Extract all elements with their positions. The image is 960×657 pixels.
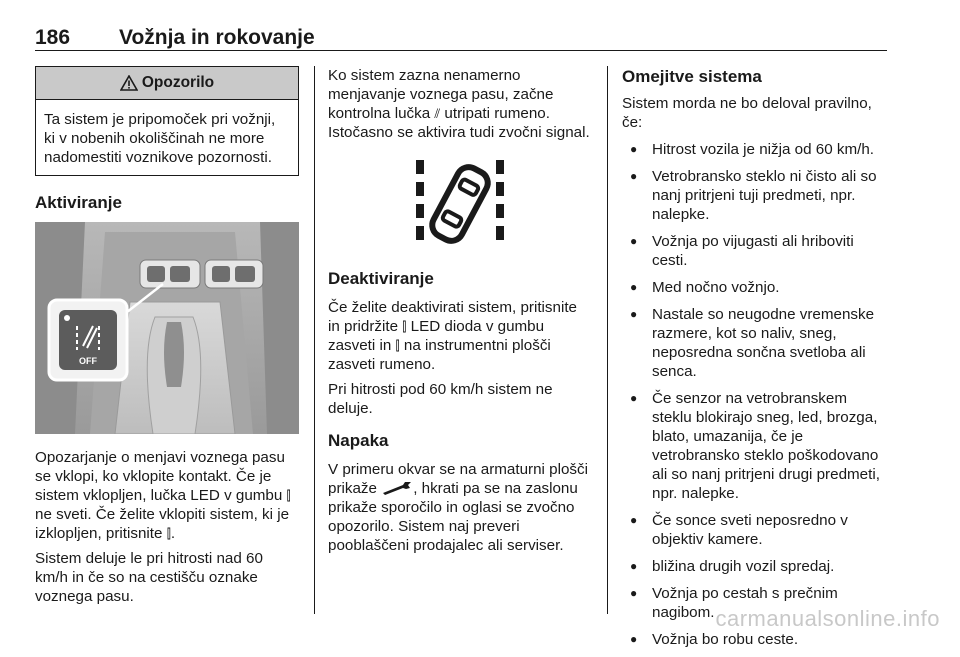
- warning-triangle-icon: [120, 75, 138, 91]
- list-item: ● Hitrost vozila je nižja od 60 km/h.: [622, 140, 888, 159]
- fault-heading: Napaka: [328, 431, 389, 450]
- page-header: [35, 22, 887, 51]
- watermark: carmanualsonline.info: [715, 606, 940, 631]
- deactivation-paragraph-1: [328, 298, 592, 374]
- column-1: [35, 66, 299, 612]
- list-item: ● Vožnja po cestah s prečnim nagibom.: [622, 584, 888, 622]
- list-item: ● bližina drugih vozil spredaj.: [622, 557, 888, 576]
- list-item: ● Vetrobransko steklo ni čisto ali so nanj pritrjeni tuji predmeti, npr. nalepke.: [622, 167, 888, 224]
- lane-assist-button-icon: ⫿: [395, 338, 400, 353]
- warning-text: Ta sistem je pripomoček pri vožnji, ki v nobenih okoliščinah ne more nadomestiti voznikove pozornosti.: [44, 111, 276, 166]
- lane-departure-symbol: [328, 148, 592, 256]
- column-3: [622, 66, 888, 657]
- activation-text-a: Opozarjanje o menjavi voznega pasu se vklopi, ko vklopite kontakt. Če je sistem vklopljen, lučka LED v gumbu: [35, 449, 287, 504]
- warning-title: Opozorilo: [141, 74, 215, 91]
- deact-text-b: LED dioda v gumbu zasveti in: [328, 318, 545, 354]
- limits-heading: Omejitve sistema: [622, 67, 762, 86]
- deact-text-c: na instrumentni plošči zasveti rumeno.: [328, 337, 551, 373]
- intro-paragraph: [328, 66, 592, 142]
- lane-warning-indicator-icon: ⫽: [434, 106, 441, 121]
- activation-text-c: .: [170, 525, 176, 542]
- list-item: ● Če sonce sveti neposredno v objektiv kamere.: [622, 511, 888, 549]
- warning-box: [35, 66, 299, 176]
- list-item: ● Med nočno vožnjo.: [622, 278, 888, 297]
- deactivation-paragraph-2: Pri hitrosti pod 60 km/h sistem ne deluje.: [328, 381, 553, 417]
- fault-paragraph: [328, 460, 592, 555]
- deact-text-a: Če želite deaktivirati sistem, pritisnite in pridržite: [328, 299, 577, 335]
- intro-text-a: Ko sistem zazna nenamerno menjavanje voznega pasu, začne kontrolna lučka: [328, 67, 554, 122]
- list-item: ● Vožnja po vijugasti ali hriboviti cesti.: [622, 232, 888, 270]
- console-button-photo: [35, 222, 299, 434]
- activation-paragraph-1: [35, 448, 299, 543]
- list-item: ● Nastale so neugodne vremenske razmere, kot so naliv, sneg, neposredna sončna svetloba ali senca.: [622, 305, 888, 381]
- column-divider: [607, 66, 608, 614]
- page-number: 186: [35, 26, 71, 49]
- list-item: ● Vožnja bo robu ceste.: [622, 630, 888, 649]
- fault-text-b: , hkrati pa se na zaslonu prikaže sporočilo in oglasi se zvočno opozorilo. Sistem naj preveri pooblaščeni prodajalec ali serviser.: [328, 480, 578, 554]
- limits-list: [622, 140, 888, 649]
- wrench-icon: [381, 481, 413, 495]
- deactivation-heading: Deaktiviranje: [328, 269, 434, 288]
- lane-departure-icon: [410, 156, 510, 248]
- lane-assist-button-icon: ⫿: [402, 319, 407, 334]
- activation-paragraph-2: Sistem deluje le pri hitrosti nad 60 km/h in če so na cestišču oznake voznega pasu.: [35, 550, 263, 605]
- activation-text-b: ne sveti. Če želite vklopiti sistem, ki je izklopljen, pritisnite: [35, 506, 290, 542]
- list-item: ● Če senzor na vetrobranskem steklu blokirajo sneg, led, brozga, blato, umazanija, če je vetrobransko steklo poškodovano ali so nanj pritrjeni drugi predmeti, npr. nalepke.: [622, 389, 888, 503]
- lane-assist-button-icon: ⫿: [286, 488, 291, 503]
- warning-header: [36, 67, 298, 100]
- limits-intro: Sistem morda ne bo deloval pravilno, če:: [622, 95, 872, 131]
- activation-heading: Aktiviranje: [35, 193, 122, 212]
- column-divider: [314, 66, 315, 614]
- photo-off-label: OFF: [79, 356, 97, 366]
- lane-assist-button-icon: ⫿: [166, 526, 171, 541]
- intro-text-b: utripati rumeno. Istočasno se aktivira tudi zvočni signal.: [328, 105, 590, 141]
- chapter-title: Vožnja in rokovanje: [119, 26, 315, 49]
- column-2: [328, 66, 592, 561]
- fault-text-a: V primeru okvar se na armaturni plošči prikaže: [328, 461, 588, 497]
